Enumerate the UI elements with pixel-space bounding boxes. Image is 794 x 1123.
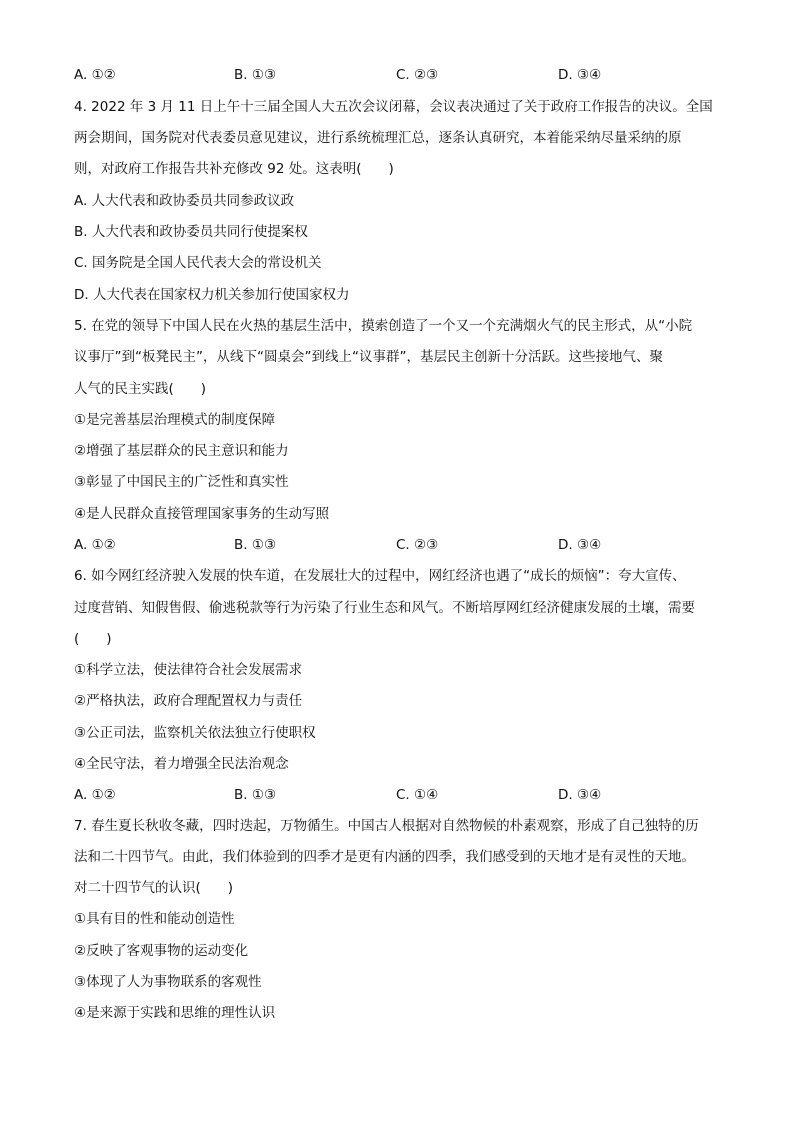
q4-choice-d[interactable]: D. 人大代表在国家权力机关参加行使国家权力: [74, 287, 350, 303]
q7-statement-1: ①具有目的性和能动创造性: [74, 911, 235, 927]
q4-stem-line-1: 4. 2022 年 3 月 11 日上午十三届全国人大五次会议闭幕，会议表决通过了关于政府工作报告的决议。全国: [74, 99, 713, 115]
q5-statement-4: ④是人民群众直接管理国家事务的生动写照: [74, 506, 330, 522]
q3-option-c[interactable]: C. ②③: [396, 67, 439, 83]
q5-stem-line-3: 人气的民主实践( ): [74, 381, 207, 397]
q5-option-a[interactable]: A. ①②: [74, 537, 116, 553]
q6-statement-3: ③公正司法，监察机关依法独立行使职权: [74, 725, 316, 741]
q6-statement-1: ①科学立法，使法律符合社会发展需求: [74, 662, 303, 678]
q6-option-c[interactable]: C. ①④: [396, 787, 439, 803]
q7-statement-2: ②反映了客观事物的运动变化: [74, 943, 249, 959]
q4-choice-c[interactable]: C. 国务院是全国人民代表大会的常设机关: [74, 255, 322, 271]
q5-option-d[interactable]: D. ③④: [558, 537, 602, 553]
q4-stem-line-2: 两会期间，国务院对代表委员意见建议，进行系统梳理汇总，逐条认真研究，本着能采纳尽量采纳的原: [74, 130, 682, 146]
q6-stem-line-3: ( ): [74, 631, 112, 647]
q3-options: [74, 65, 734, 85]
q6-statement-2: ②严格执法，政府合理配置权力与责任: [74, 693, 303, 709]
q4-stem-line-3: 则，对政府工作报告共补充修改 92 处。这表明( ): [74, 161, 394, 177]
q6-stem-line-2: 过度营销、知假售假、偷逃税款等行为污染了行业生态和风气。不断培厚网红经济健康发展的土壤，需要: [74, 600, 695, 616]
q5-statement-1: ①是完善基层治理模式的制度保障: [74, 412, 276, 428]
q6-option-a[interactable]: A. ①②: [74, 787, 116, 803]
q6-option-b[interactable]: B. ①③: [234, 787, 277, 803]
q5-options: [74, 535, 734, 555]
q5-statement-2: ②增强了基层群众的民主意识和能力: [74, 443, 289, 459]
q7-stem-line-2: 法和二十四节气。由此，我们体验到的四季才是更有内涵的四季，我们感受到的天地才是有灵性的天地。: [74, 849, 695, 865]
q5-option-b[interactable]: B. ①③: [234, 537, 277, 553]
q6-stem-line-1: 6. 如今网红经济驶入发展的快车道，在发展壮大的过程中，网红经济也遇了“成长的烦恼”：夸大宣传、: [74, 568, 686, 584]
q4-choice-b[interactable]: B. 人大代表和政协委员共同行使提案权: [74, 224, 308, 240]
q5-stem-line-1: 5. 在党的领导下中国人民在火热的基层生活中，摸索创造了一个又一个充满烟火气的民主形式，从“小院: [74, 318, 693, 334]
q7-stem-line-1: 7. 春生夏长秋收冬藏，四时迭起，万物循生。中国古人根据对自然物候的朴素观察，形成了自己独特的历: [74, 818, 699, 834]
q5-stem-line-2: 议事厅”到“板凳民主”，从线下“圆桌会”到线上“议事群”，基层民主创新十分活跃。这些接地气、聚: [74, 349, 663, 365]
q7-statement-3: ③体现了人为事物联系的客观性: [74, 974, 262, 990]
q3-option-d[interactable]: D. ③④: [558, 67, 602, 83]
q5-statement-3: ③彰显了中国民主的广泛性和真实性: [74, 474, 289, 490]
q6-options: [74, 785, 734, 805]
q6-statement-4: ④全民守法，着力增强全民法治观念: [74, 756, 289, 772]
q3-option-a[interactable]: A. ①②: [74, 67, 116, 83]
q3-option-b[interactable]: B. ①③: [234, 67, 277, 83]
q7-statement-4: ④是来源于实践和思维的理性认识: [74, 1005, 276, 1021]
q5-option-c[interactable]: C. ②③: [396, 537, 439, 553]
q7-stem-line-3: 对二十四节气的认识( ): [74, 880, 234, 896]
q4-choice-a[interactable]: A. 人大代表和政协委员共同参政议政: [74, 193, 295, 209]
q6-option-d[interactable]: D. ③④: [558, 787, 602, 803]
